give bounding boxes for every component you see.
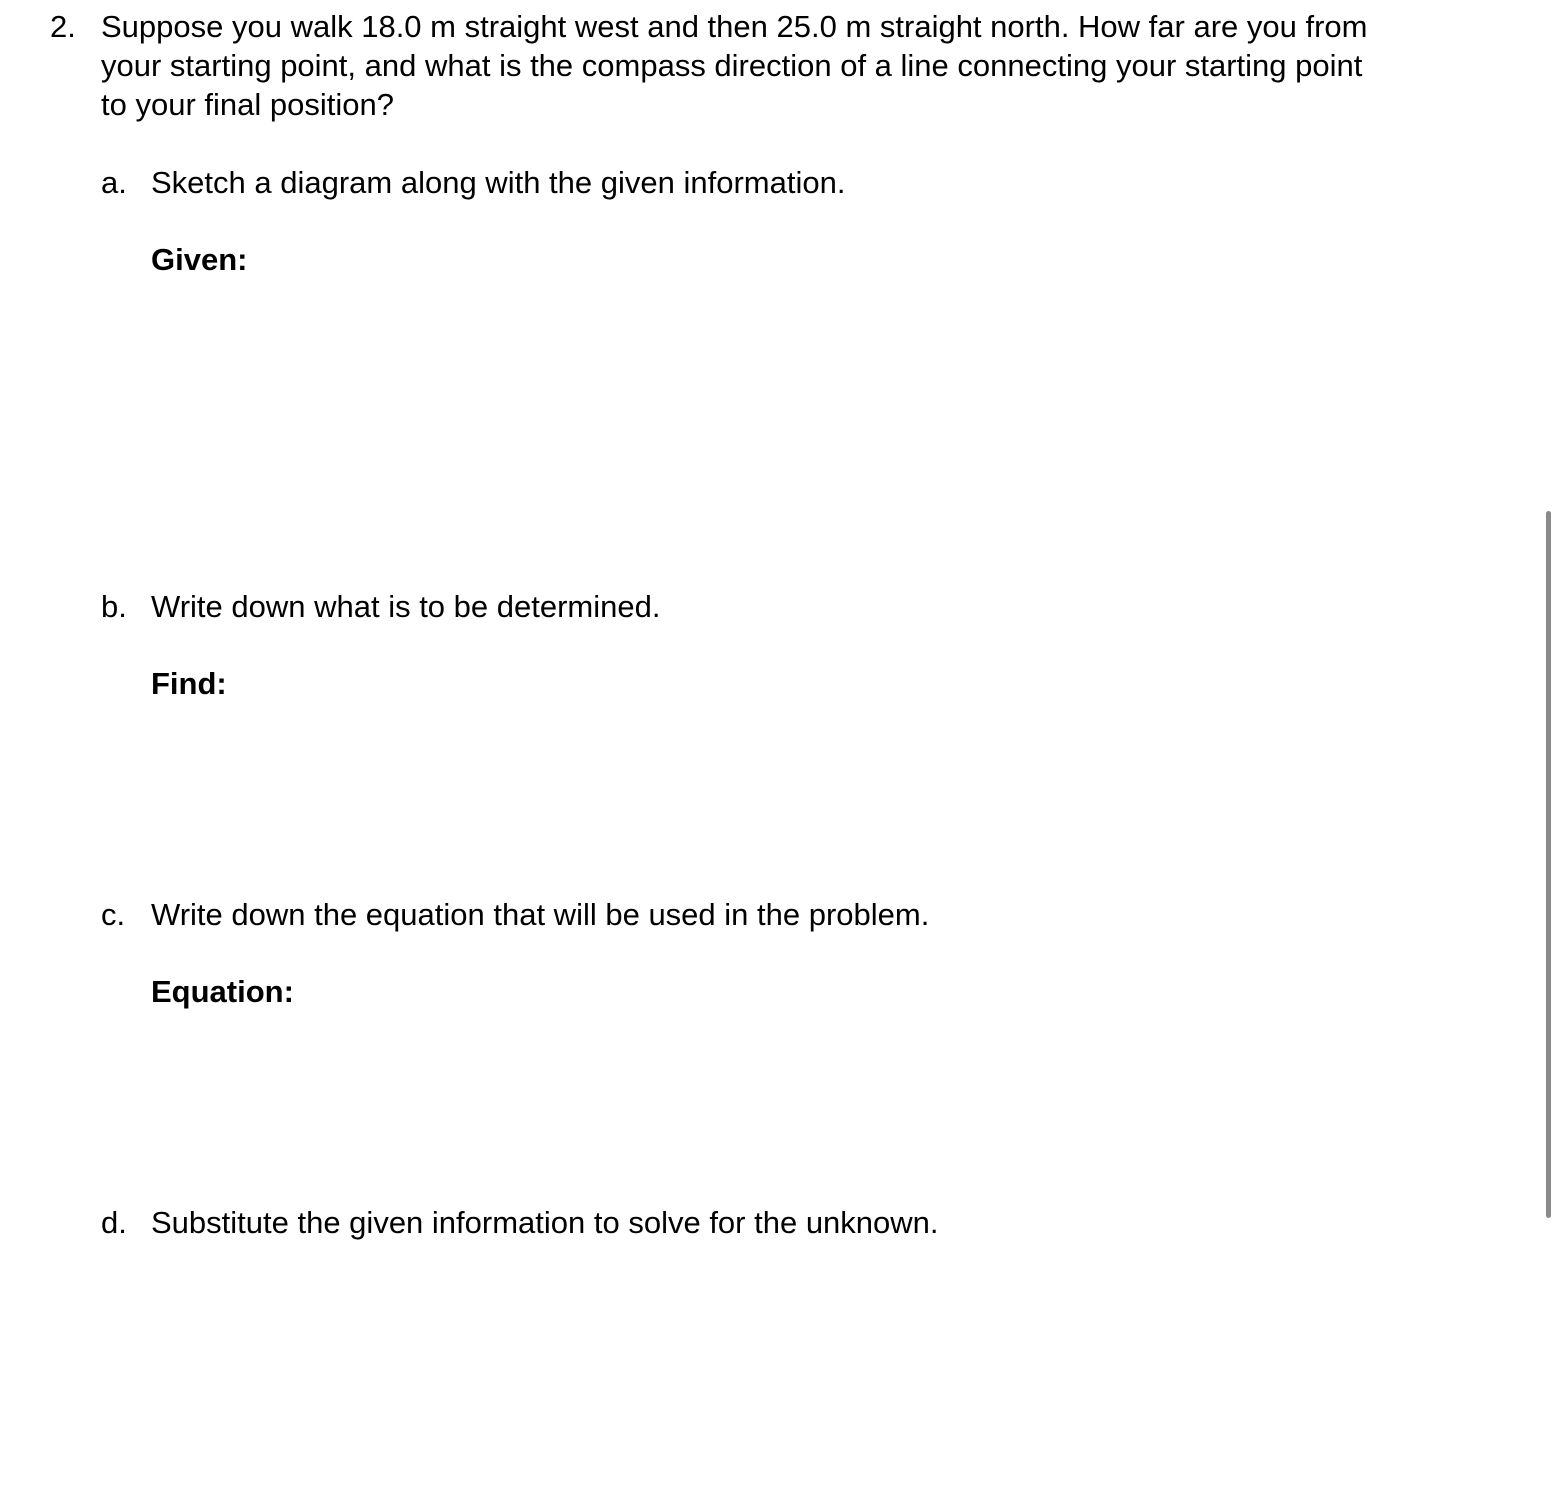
- equation-label: Equation:: [151, 974, 294, 1009]
- question-number: 2.: [50, 9, 76, 44]
- question-text: [101, 7, 1481, 124]
- find-label: Find:: [151, 666, 227, 701]
- part-c-letter: c.: [101, 897, 126, 932]
- part-d-instruction: Substitute the given information to solve for the unknown.: [151, 1205, 939, 1240]
- question-line: to your final position?: [101, 87, 394, 122]
- part-c-instruction: Write down the equation that will be used in the problem.: [151, 897, 930, 932]
- part-a-letter: a.: [101, 165, 127, 200]
- part-b-instruction: Write down what is to be determined.: [151, 589, 661, 624]
- part-d-letter: d.: [101, 1205, 127, 1240]
- given-label: Given:: [151, 242, 248, 277]
- question-line: Suppose you walk 18.0 m straight west and then 25.0 m straight north. How far are you from: [101, 9, 1368, 44]
- vertical-scrollbar[interactable]: [1546, 511, 1551, 1218]
- part-a-instruction: Sketch a diagram along with the given information.: [151, 165, 846, 200]
- question-line: your starting point, and what is the compass direction of a line connecting your starting point: [101, 48, 1363, 83]
- part-b-letter: b.: [101, 589, 127, 624]
